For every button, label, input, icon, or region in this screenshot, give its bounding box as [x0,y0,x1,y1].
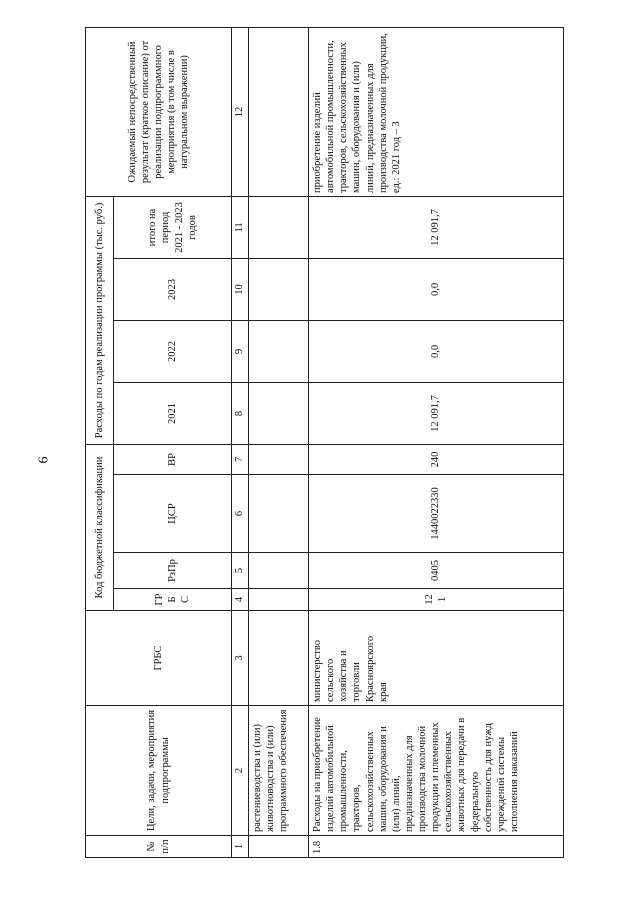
row-1-8-rzpr: 0405 [309,553,564,589]
row-1-8-grbs-code: 121 [309,589,564,611]
colnum-7: 7 [232,444,249,474]
continued-row [249,27,309,857]
row-1-8-no: 1.8 [309,836,564,858]
header-grbs: ГРБС [86,611,232,706]
colnum-3: 3 [232,611,249,706]
header-2023: 2023 [114,258,232,320]
colnum-1: 1 [232,836,249,858]
row-1-8-result: приобретение изделий автомобильной промышленности, тракторов, сельскохозяйственных машин, оборудования и (или) линий, предназначенных для производства молочной продукции, ед.: 2021 год – 3 [309,27,564,196]
header-result: Ожидаемый непосредственный результат (краткое описание) от реализации подпрограммного мероприятия (в том числе в натуральном выражении) [86,27,232,196]
row-1-8-goal: Расходы на приобретение изделий автомобильной промышленности, тракторов, сельскохозяйственных машин, оборудования и (или) линий, предназначенных для производства молочной продукции и племенных сельскохозяйственных животных для передачи в федеральную собственность для нужд учреждений системы исполнения наказаний [309,706,564,836]
row-1-8-2021: 12 091,7 [309,382,564,444]
row-1-8-total: 12 091,7 [309,196,564,258]
colnum-8: 8 [232,382,249,444]
row-1-8-vr: 240 [309,444,564,474]
colnum-5: 5 [232,553,249,589]
program-table [85,27,564,858]
rotated-document [85,28,565,858]
colnum-10: 10 [232,258,249,320]
header-rzpr: РзПр [114,553,232,589]
page-number: 6 [36,456,52,464]
header-grbs-short: ГРБ С [114,589,232,611]
header-budget-code: Код бюджетной классификации [86,444,114,610]
header-goals: Цели, задачи, мероприятия подпрограммы [86,706,232,836]
header-csr: ЦСР [114,475,232,553]
cont-no [249,836,309,858]
row-1-8-grbs: министерство сельского хозяйства и торговли Красноярского края [309,611,564,706]
header-no: № п/п [86,836,232,858]
header-2022: 2022 [114,320,232,382]
colnum-6: 6 [232,475,249,553]
colnum-12: 12 [232,27,249,196]
header-vr: ВР [114,444,232,474]
row-1-8-2022: 0,0 [309,320,564,382]
header-2021: 2021 [114,382,232,444]
cont-grbs [249,611,309,706]
colnum-9: 9 [232,320,249,382]
colnum-4: 4 [232,589,249,611]
colnum-2: 2 [232,706,249,836]
colnum-11: 11 [232,196,249,258]
cont-goal: растениеводства и (или) животноводства и (или) программного обеспечения [249,706,309,836]
row-1-8-2023: 0,0 [309,258,564,320]
table-row [309,27,564,857]
row-1-8-csr: 1440022330 [309,475,564,553]
header-total: итого на период 2021 - 2023 годов [114,196,232,258]
header-expenses: Расходы по годам реализации программы (тыс. руб.) [86,196,114,444]
column-numbers-row [232,27,249,857]
